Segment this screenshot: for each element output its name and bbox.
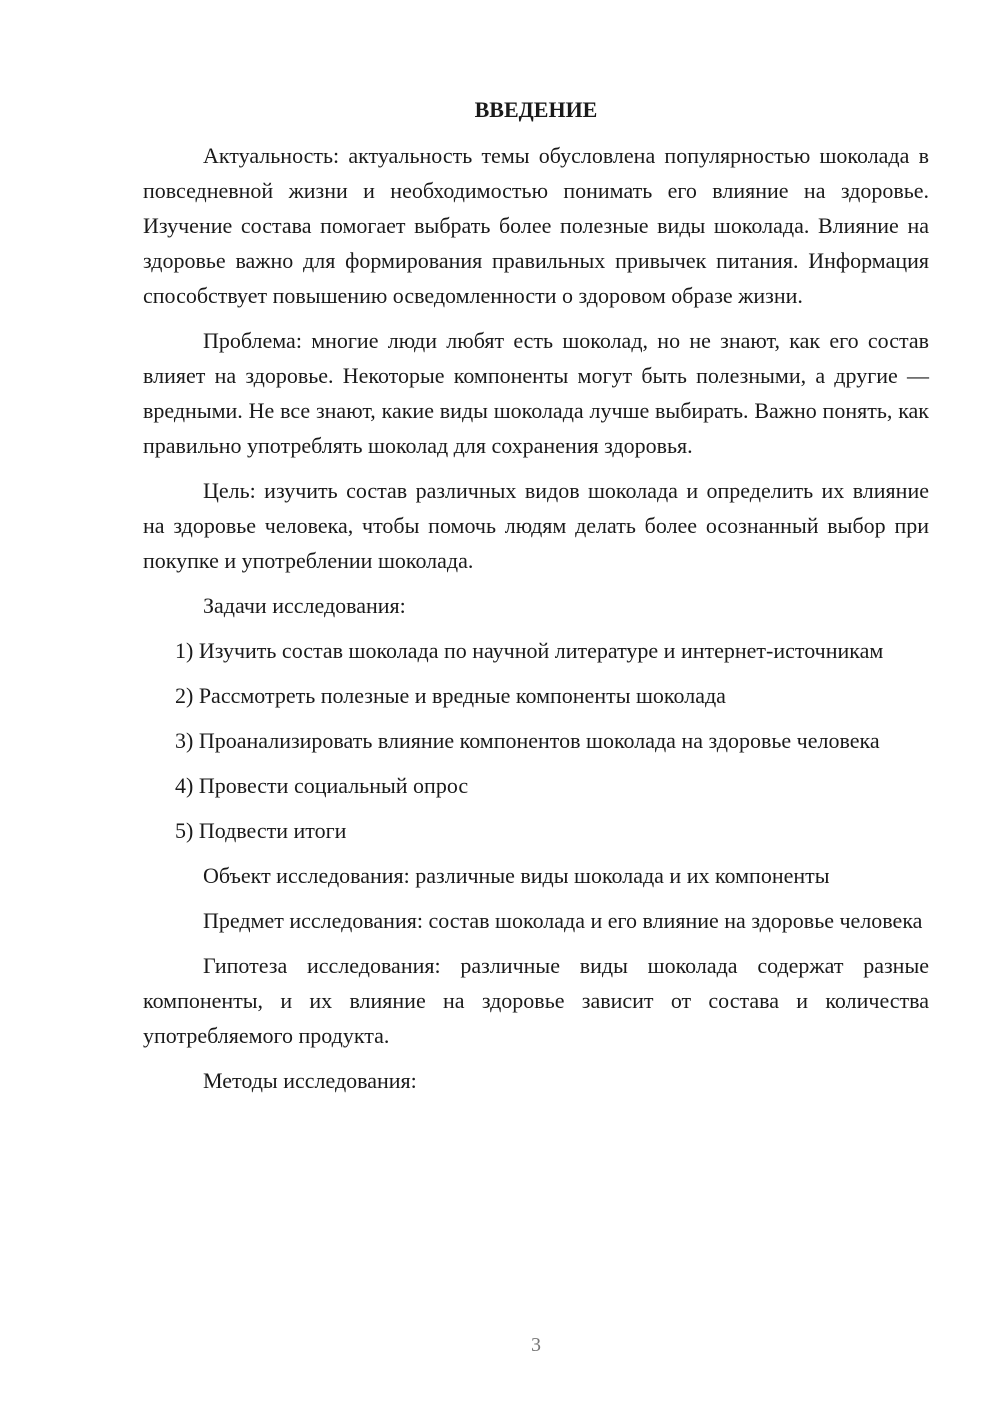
page-number: 3 (531, 1334, 541, 1356)
task-item-1: 1) Изучить состав шоколада по научной литературе и интернет-источникам (175, 638, 884, 663)
tasks-heading: Задачи исследования: (203, 593, 406, 618)
paragraph-subject: Предмет исследования: состав шоколада и его влияние на здоровье человека (203, 908, 923, 933)
paragraph-object: Объект исследования: различные виды шоколада и их компоненты (203, 863, 830, 888)
page-content (143, 95, 929, 1108)
methods-heading: Методы исследования: (203, 1068, 417, 1093)
section-heading: ВВЕДЕНИЕ (474, 97, 598, 122)
paragraph-hypothesis: Гипотеза исследования: различные виды шоколада содержат разные компоненты, и их влияние на здоровье зависит от состава и количества употребляемого продукта. (143, 953, 929, 1048)
task-item-5: 5) Подвести итоги (175, 818, 347, 843)
paragraph-goal: Цель: изучить состав различных видов шоколада и определить их влияние на здоровье человека, чтобы помочь людям делать более осознанный выбор при покупке и употреблении шоколада. (143, 478, 929, 573)
task-item-3: 3) Проанализировать влияние компонентов шоколада на здоровье человека (175, 728, 880, 753)
task-item-2: 2) Рассмотреть полезные и вредные компоненты шоколада (175, 683, 726, 708)
paragraph-relevance: Актуальность: актуальность темы обусловлена популярностью шоколада в повседневной жизни и необходимостью понимать его влияние на здоровье. Изучение состава помогает выбрать более полезные виды шоколада. Влияние на здоровье важно для формирования правильных привычек питания. Информация способствует повышению осведомленности о здоровом образе жизни. (143, 143, 929, 308)
task-item-4: 4) Провести социальный опрос (175, 773, 469, 798)
paragraph-problem: Проблема: многие люди любят есть шоколад, но не знают, как его состав влияет на здоровье. Некоторые компоненты могут быть полезными, а другие — вредными. Не все знают, какие виды шоколада лучше выбирать. Важно понять, как правильно употреблять шоколад для сохранения здоровья. (143, 328, 929, 458)
